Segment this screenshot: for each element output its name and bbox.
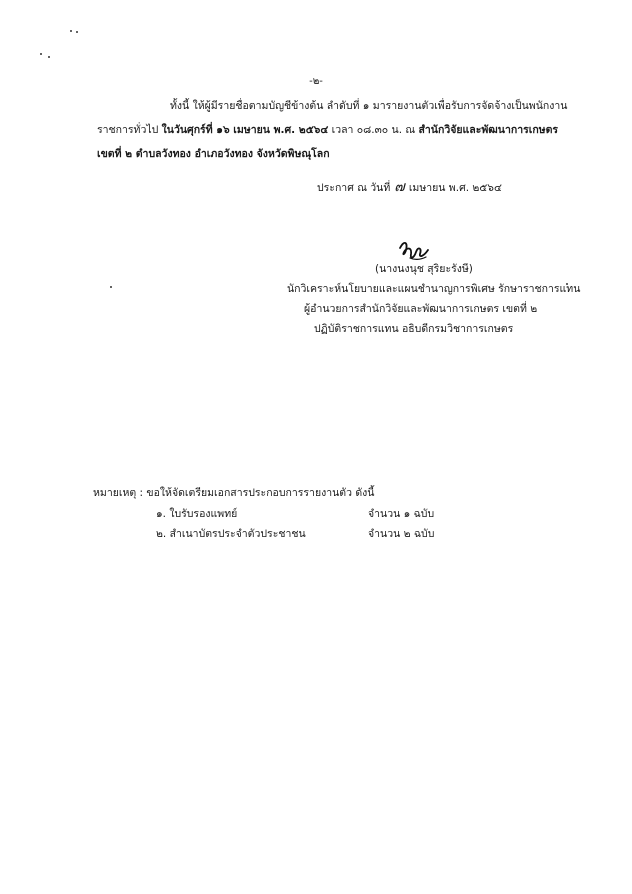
scan-speck [70, 30, 72, 32]
signer-position-1: นักวิเคราะห์นโยบายและแผนชำนาญการพิเศษ รักษาราชการแทน [287, 283, 581, 295]
scan-speck [76, 31, 78, 33]
signer-position-3: ปฏิบัติราชการแทน อธิบดีกรมวิชาการเกษตร [314, 323, 514, 335]
announcement-suffix: เมษายน พ.ศ. ๒๕๖๔ [408, 182, 502, 194]
note-item-quantity: จำนวน ๑ ฉบับ [368, 508, 435, 520]
announcement-day-handwritten: ๗ [394, 179, 405, 195]
report-location: สำนักวิจัยและพัฒนาการเกษตร [418, 124, 559, 136]
announcement-line [317, 180, 502, 195]
report-date: ในวันศุกร์ที่ ๑๖ เมษายน พ.ศ. ๒๕๖๔ [161, 124, 329, 136]
body-line-2 [97, 123, 558, 137]
note-item-label: ๒. สำเนาบัตรประจำตัวประชาชน [156, 528, 306, 540]
note-heading: หมายเหตุ : ขอให้จัดเตรียมเอกสารประกอบการรายงานตัว ดังนี้ [93, 487, 375, 499]
body-line-3: เขตที่ ๒ ตำบลวังทอง อำเภอวังทอง จังหวัดพิษณุโลก [97, 148, 330, 160]
signature-icon [396, 238, 432, 264]
body-line-2-start: ราชการทั่วไป [97, 124, 162, 136]
signer-name: (นางนงนุช สุริยะรังษี) [375, 263, 473, 275]
page-number: -๒- [309, 76, 323, 87]
scan-speck [48, 56, 50, 58]
signer-position-2: ผู้อำนวยการสำนักวิจัยและพัฒนาการเกษตร เขตที่ ๒ [304, 303, 538, 315]
body-line-1: ทั้งนี้ ให้ผู้มีรายชื่อตามบัญชีข้างต้น ลำดับที่ ๑ มารายงานตัวเพื่อรับการจัดจ้างเป็นพนักงาน [170, 100, 568, 112]
scan-speck [110, 286, 112, 288]
announcement-prefix: ประกาศ ณ วันที่ [317, 182, 391, 194]
scan-speck [40, 53, 42, 55]
note-item-label: ๑. ใบรับรองแพทย์ [156, 508, 238, 520]
body-line-2-mid: เวลา ๐๘.๓๐ น. ณ [328, 124, 419, 136]
note-item-quantity: จำนวน ๒ ฉบับ [368, 528, 435, 540]
